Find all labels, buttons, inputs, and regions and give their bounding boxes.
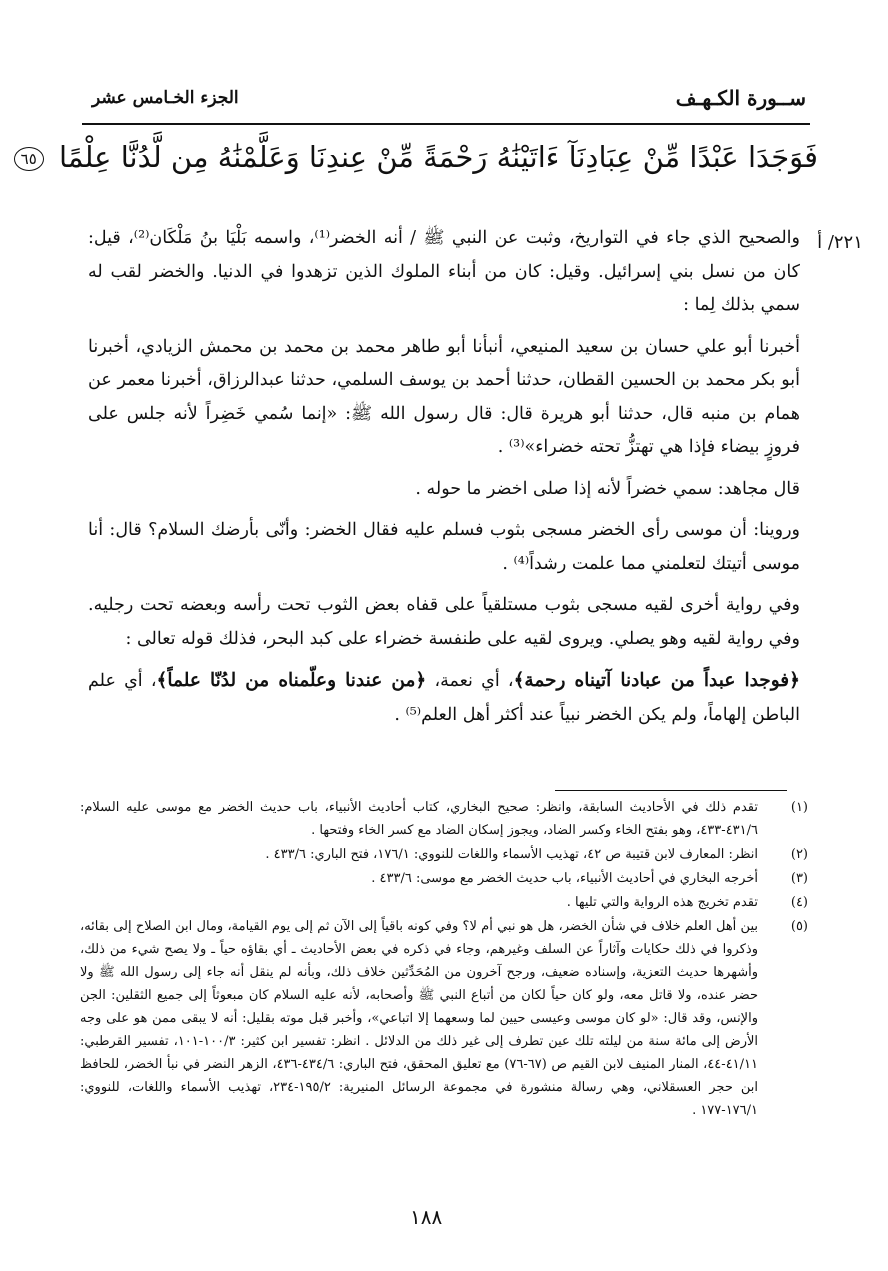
footnote-number: (٤)	[790, 895, 808, 910]
paragraph: وروينا: أن موسى رأى الخضر مسجى بثوب فسلم عليه فقال الخضر: وأنّى بأرضك السلام؟ قال: أنا موسى أتيتك لتعلمني مما علمت رشداً⁽⁴⁾ .	[88, 520, 800, 574]
footnote	[80, 915, 808, 1122]
paragraph: والصحيح الذي جاء في التواريخ، وثبت عن النبي ﷺ / أنه الخضر⁽¹⁾، واسمه بَلْيَا بنُ مَلْكَان⁽²⁾، قيل: كان من نسل بني إسرائيل. وقيل: كان من أبناء الملوك الذين تزهدوا في الدنيا. والخضر لقب له سمي بذلك لِما :	[88, 228, 800, 315]
verse-number: ٦٥	[14, 147, 44, 171]
paragraph-text: ، أي علم الباطن إلهاماً، ولم يكن الخضر نبياً عند أكثر أهل العلم⁽⁵⁾ .	[88, 671, 800, 725]
footnote-text: أخرجه البخاري في أحاديث الأنبياء، باب حديث الخضر مع موسى: ٤٣٣/٦ .	[371, 871, 758, 886]
footnote-number: (٣)	[790, 871, 808, 886]
page-number: ١٨٨	[410, 1205, 443, 1229]
paragraph	[88, 664, 800, 732]
footnote	[80, 891, 808, 914]
footnote	[80, 867, 808, 890]
footnote-number: (٥)	[790, 919, 808, 934]
paragraph-text: ، أي نعمة،	[434, 671, 514, 691]
quran-quote: ﴿من عندنا وعلّمناه من لدُنّا علماً﴾	[156, 670, 427, 691]
paragraph: وفي رواية أخرى لقيه مسجى بثوب مستلقياً على قفاه بعض الثوب تحت رأسه وبعضه تحت رجليه. وفي رواية لقيه وهو يصلي. ويروى لقيه على طنفسة خضراء على كبد البحر، فذلك قوله تعالى :	[88, 595, 800, 649]
header-divider	[82, 123, 810, 125]
footnote-text: تقدم ذلك في الأحاديث السابقة، وانظر: صحيح البخاري، كتاب أحاديث الأنبياء، باب حديث الخضر مع موسى عليه السلام: ٤٣١/٦-٤٣٣، وهو بفتح الخاء وكسر الضاد، ويجوز إسكان الضاد مع كسر الخاء وفتحها .	[80, 800, 758, 838]
surah-title: ســورة الكـهـف	[675, 86, 806, 110]
footnote-number: (٢)	[790, 847, 808, 862]
footnote-number: (١)	[790, 800, 808, 815]
footnote-text: بين أهل العلم خلاف في شأن الخضر، هل هو نبي أم لا؟ وفي كونه باقياً إلى الآن ثم إلى يوم القيامة، ومال ابن الصلاح إلى بقائه، وذكروا في ذلك حكايات وآثاراً عن السلف وغيرهم، وجاء في ذكره في بعض الأحاديث ـ أي بقاؤه حياً ـ ولا يصح شيء من ذلك، وأشهرها حديث التعزية، وإسناده ضعيف، ورجح آخرون من المُحَدِّثين خلاف ذلك، وبأنه لم ينقل أنه جاء إلى رسول الله ﷺ ولا حضر عنده، ولا قاتل معه، ولو كان حياً لكان من أتباع النبي ﷺ وأصحابه، لأنه عليه السلام كان مبعوثاً إلى جميع الثقلين: الجن والإنس، وقد قال: «لو كان موسى وعيسى حيين لما وسعهما إلا اتباعي»، وأخبر قبل موته بقليل: أنه لا يبقى ممن هو على وجه الأرض إلى مائة سنة من ليلته تلك عين تطرف إلى غير ذلك من الدلائل . انظر: تفسير ابن كثير: ١٠٠/٣-١٠١، تفسير القرطبي: ٤١/١١-٤٤، المنار المنيف لابن القيم ص (٦٧-٧٦) مع تعليق المحقق، فتح الباري: ٤٣٤/٦-٤٣٦، الزهر النضر في نبأ الخضر، للحافظ ابن حجر العسقلاني، وهي رسالة منشورة في مجموعة الرسائل المنيرية: ١٩٥/٢-٢٣٤، تهذيب الأسماء واللغات، للنووي: ١٧٦/١-١٧٧ .	[80, 919, 759, 1118]
verse-text: فَوَجَدَا عَبْدًا مِّنْ عِبَادِنَآ ءَاتَيْنَٰهُ رَحْمَةً مِّنْ عِندِنَا وَعَلَّمْنَٰهُ مِن لَّدُنَّا عِلْمًا	[58, 140, 818, 174]
juz-title: الجزء الخـامس عشر	[92, 88, 239, 108]
commentary-body	[88, 222, 800, 740]
footnote-text: تقدم تخريج هذه الرواية والتي تليها .	[566, 895, 758, 910]
quran-quote: ﴿فوجدا عبداً من عبادنا آتيناه رحمة﴾	[513, 670, 800, 691]
footnote	[80, 843, 808, 866]
footnotes	[80, 796, 808, 1123]
footnote-text: انظر: المعارف لابن قتيبة ص ٤٢، تهذيب الأسماء واللغات للنووي: ١٧٦/١، فتح الباري: ٤٣٣/٦ .	[265, 847, 758, 862]
manuscript-reference: ٢٢١/ أ	[817, 232, 863, 253]
footnote	[80, 796, 808, 842]
paragraph: أخبرنا أبو علي حسان بن سعيد المنيعي، أنبأنا أبو طاهر محمد بن محمد بن محمش الزيادي، أخبرنا أبو بكر محمد بن الحسين القطان، حدثنا أحمد بن يوسف السلمي، حدثنا عبدالرزاق، أخبرنا معمر عن همام بن منبه قال، حدثنا أبو هريرة قال: قال رسول الله ﷺ: «إنما سُمي خَضِراً لأنه جلس على فروزٍ بيضاء فإذا هي تهتزُّ تحته خضراء»⁽³⁾ .	[88, 336, 800, 457]
footnote-divider	[555, 790, 787, 791]
paragraph: قال مجاهد: سمي خضراً لأنه إذا صلى اخضر ما حوله .	[415, 478, 800, 499]
quran-verse	[20, 140, 818, 200]
